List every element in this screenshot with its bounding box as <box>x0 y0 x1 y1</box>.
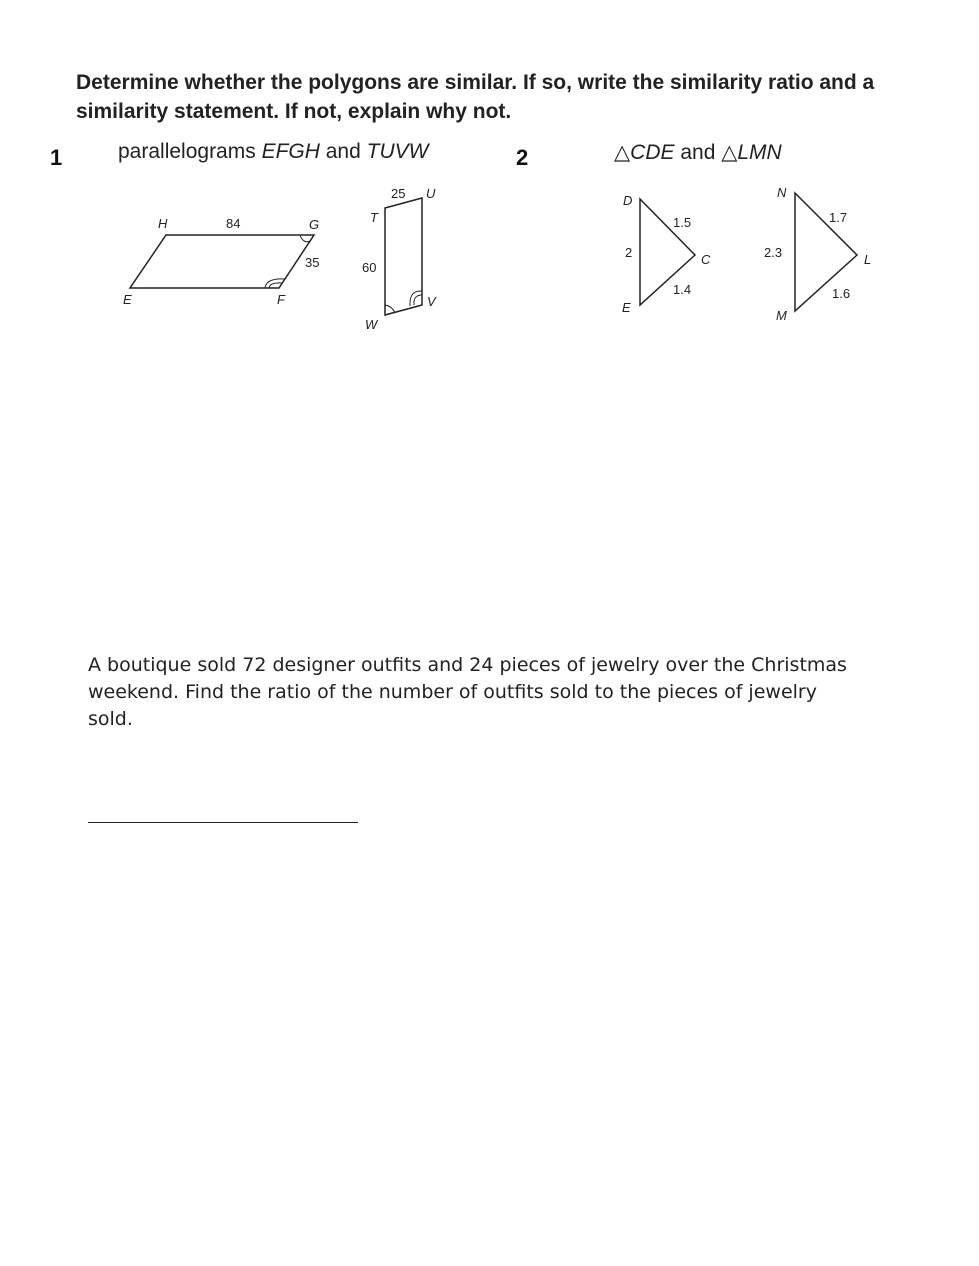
length-ec: 1.4 <box>673 282 692 297</box>
instructions: Determine whether the polygons are similar. If so, write the similarity ratio and a similarity statement. If not, explain why not. <box>76 71 875 123</box>
length-hg: 84 <box>226 216 241 231</box>
vertex-m: M <box>776 308 787 323</box>
length-gf: 35 <box>305 255 320 270</box>
length-ml: 1.6 <box>832 286 851 301</box>
vertex-c: C <box>701 252 711 267</box>
problem-1-title-prefix: parallelograms <box>118 140 262 163</box>
answer-line[interactable] <box>88 822 358 823</box>
problem-2-figure <box>0 0 979 400</box>
vertex-w: W <box>365 317 378 332</box>
problem-1-number: 1 <box>50 145 63 170</box>
length-de: 2 <box>625 245 633 260</box>
vertex-t: T <box>370 210 378 225</box>
length-dc: 1.5 <box>673 215 692 230</box>
triangle-1-name: △CDE <box>614 141 675 164</box>
vertex-l: L <box>864 252 872 267</box>
length-nl: 1.7 <box>829 210 848 225</box>
vertex-f: F <box>277 292 285 307</box>
vertex-n: N <box>777 185 787 200</box>
word-problem: A boutique sold 72 designer outfits and 24 pieces of jewelry over the Christmas weekend. Find the ratio of the number of outfits sold to the pieces of jewelry sold. <box>88 654 847 730</box>
length-tu: 25 <box>391 186 406 201</box>
vertex-u: U <box>426 186 436 201</box>
length-nm: 2.3 <box>764 245 783 260</box>
problem-2-conj: and <box>674 141 722 164</box>
vertex-v: V <box>427 294 436 309</box>
vertex-e-tri: E <box>622 300 631 315</box>
problem-1-conj: and <box>319 140 367 163</box>
triangle-2-name: △LMN <box>721 141 782 164</box>
problem-2-number: 2 <box>516 145 529 170</box>
vertex-g: G <box>309 217 320 232</box>
parallelogram-2-name: TUVW <box>366 140 429 163</box>
parallelogram-1-name: EFGH <box>261 140 320 163</box>
vertex-e: E <box>123 292 132 307</box>
vertex-d: D <box>623 193 633 208</box>
length-tw: 60 <box>362 260 377 275</box>
vertex-h: H <box>158 216 168 231</box>
